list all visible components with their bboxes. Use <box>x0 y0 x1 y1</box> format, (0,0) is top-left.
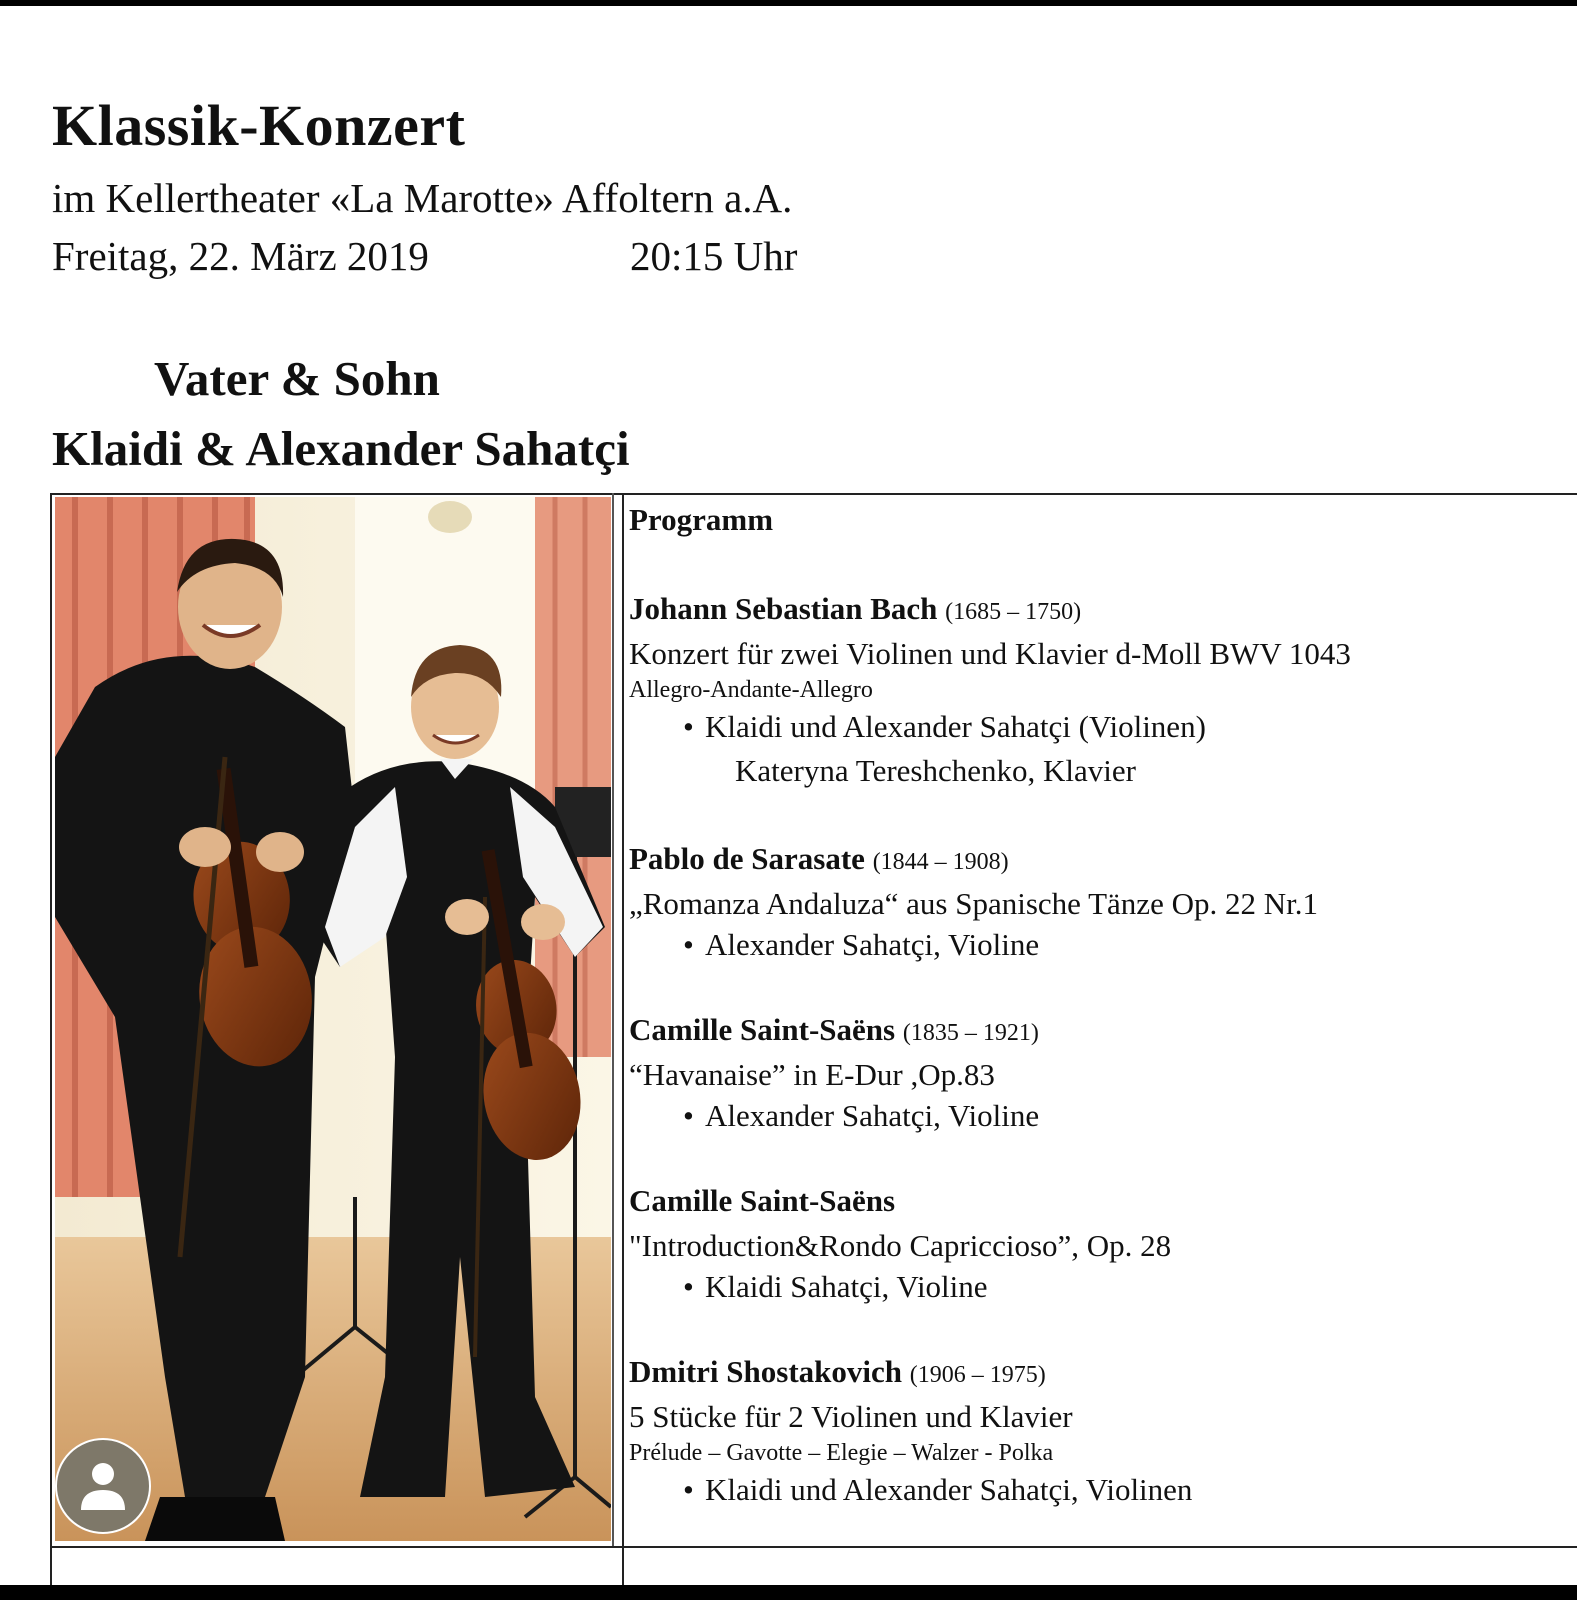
composer-years: (1906 – 1975) <box>909 1362 1046 1388</box>
movements: Prélude – Gavotte – Elegie – Walzer - Polka <box>629 1440 1054 1466</box>
bullet-icon: • <box>683 1269 694 1304</box>
performer-line <box>629 1469 1569 1510</box>
performer-line <box>629 1266 1569 1307</box>
event-date: Freitag, 22. März 2019 <box>52 233 429 279</box>
table-border-top <box>50 493 1577 495</box>
composer-line <box>629 588 1569 633</box>
work-title: Konzert für zwei Violinen und Klavier d-Moll BWV 1043 <box>629 636 1351 671</box>
venue-line: im Kellertheater «La Marotte» Affoltern a.A. <box>52 175 793 221</box>
bullet-icon: • <box>683 709 694 744</box>
bullet-icon: • <box>683 927 694 962</box>
page-title: Klassik-Konzert <box>52 93 466 158</box>
performer-text: Alexander Sahatçi, Violine <box>705 1098 1040 1133</box>
program-item <box>629 1180 1569 1307</box>
work-title: "Introduction&Rondo Capriccioso”, Op. 28 <box>629 1228 1172 1263</box>
user-avatar-icon[interactable] <box>55 1438 151 1534</box>
concert-flyer <box>0 6 1577 1585</box>
performer-text: Klaidi und Alexander Sahatçi, Violinen <box>705 1472 1193 1507</box>
photo-border-right <box>612 493 614 1548</box>
subtitle: Vater & Sohn <box>154 351 440 406</box>
performer-line <box>629 706 1569 747</box>
composer-years: (1835 – 1921) <box>902 1020 1039 1046</box>
program-item <box>629 838 1569 965</box>
program-list <box>629 588 1569 1510</box>
performers-photo <box>55 497 611 1541</box>
composer-line <box>629 838 1569 883</box>
work-title: 5 Stücke für 2 Violinen und Klavier <box>629 1399 1073 1434</box>
program-heading: Programm <box>629 502 774 537</box>
accompanist-line: Kateryna Tereshchenko, Klavier <box>735 753 1136 788</box>
performer-text: Klaidi Sahatçi, Violine <box>705 1269 988 1304</box>
performer-line <box>629 924 1569 965</box>
work-title: „Romanza Andaluza“ aus Spanische Tänze Op. 22 Nr.1 <box>629 886 1318 921</box>
composer-name: Camille Saint-Saëns <box>629 1183 896 1218</box>
bullet-icon: • <box>683 1472 694 1507</box>
performer-text: Alexander Sahatçi, Violine <box>705 927 1040 962</box>
event-time: 20:15 Uhr <box>630 233 798 279</box>
composer-line <box>629 1180 1569 1225</box>
performer-text: Klaidi und Alexander Sahatçi (Violinen) <box>705 709 1206 744</box>
table-divider <box>622 493 624 1585</box>
composer-name: Johann Sebastian Bach <box>629 591 938 626</box>
composer-years: (1685 – 1750) <box>945 599 1082 625</box>
program-item <box>629 1009 1569 1136</box>
composer-name: Camille Saint-Saëns <box>629 1012 896 1047</box>
composer-line <box>629 1351 1569 1396</box>
bullet-icon: • <box>683 1098 694 1133</box>
program-section <box>629 502 1569 1554</box>
composer-name: Pablo de Sarasate <box>629 841 865 876</box>
movements: Allegro-Andante-Allegro <box>629 677 873 703</box>
performers-heading: Klaidi & Alexander Sahatçi <box>52 421 630 476</box>
performer-line <box>629 1095 1569 1136</box>
work-title: “Havanaise” in E-Dur ,Op.83 <box>629 1057 995 1092</box>
composer-name: Dmitri Shostakovich <box>629 1354 902 1389</box>
program-item <box>629 588 1569 794</box>
composer-line <box>629 1009 1569 1054</box>
composer-years: (1844 – 1908) <box>872 849 1009 875</box>
table-border-left <box>50 493 52 1585</box>
program-item <box>629 1351 1569 1510</box>
